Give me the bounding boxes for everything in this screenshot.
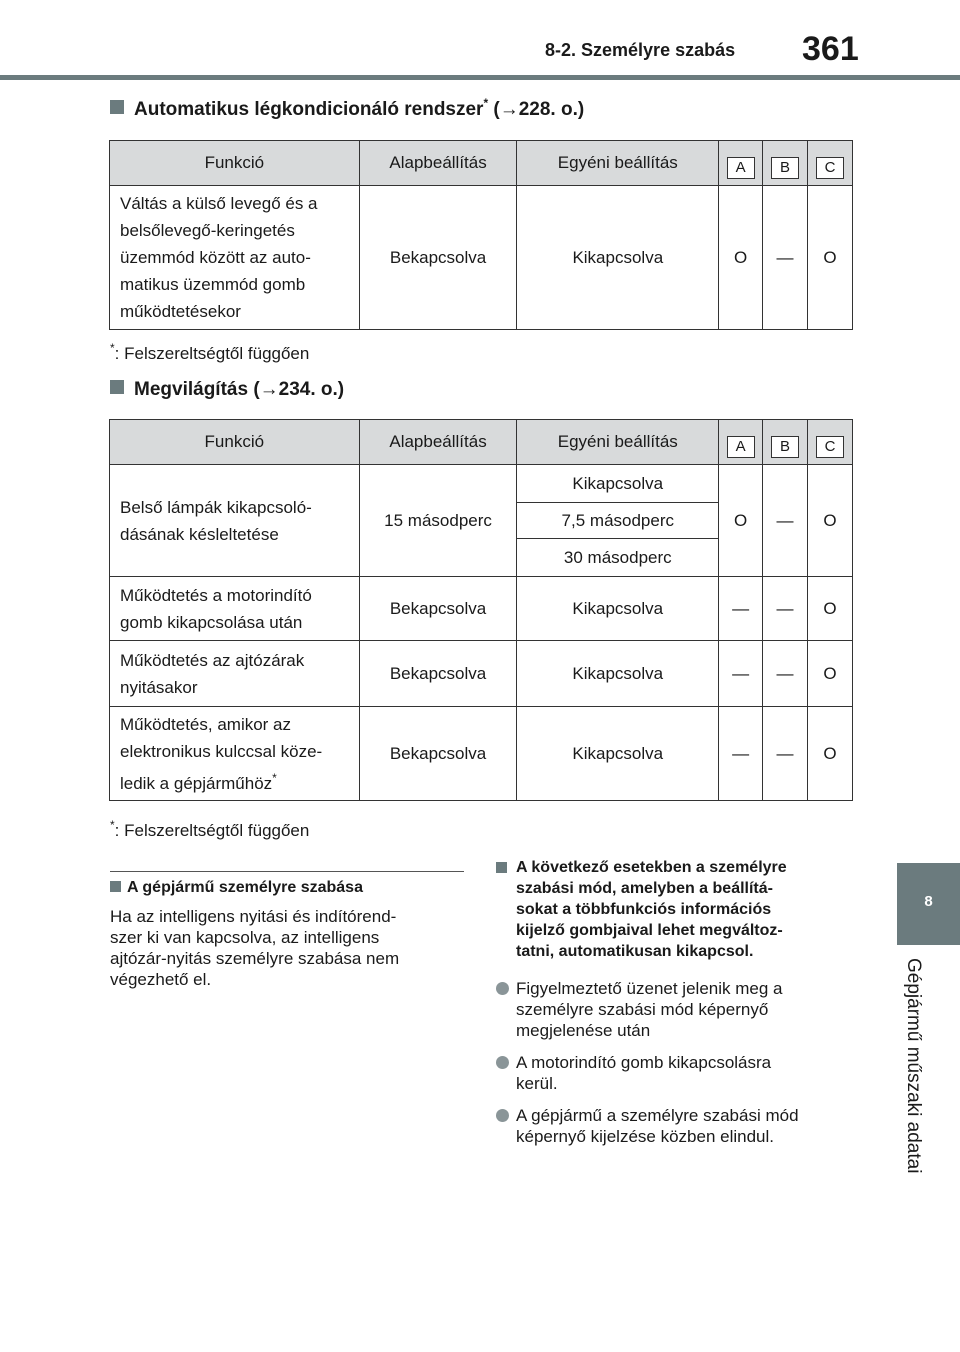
function-line: dásának késleltetése bbox=[120, 524, 279, 544]
table-row bbox=[110, 465, 853, 503]
default-cell: Bekapcsolva bbox=[359, 577, 517, 641]
function-line: üzemmód között az auto- bbox=[120, 248, 311, 267]
function-cell bbox=[110, 707, 360, 801]
chapter-label-text: Gépjármű műszaki adatai bbox=[903, 958, 924, 1174]
section1-heading bbox=[110, 96, 584, 121]
table-row bbox=[110, 186, 853, 330]
text-line: személyre szabási mód képernyő bbox=[516, 1000, 769, 1019]
a-cell: — bbox=[719, 577, 763, 641]
default-cell: Bekapcsolva bbox=[359, 707, 517, 801]
function-line bbox=[120, 765, 353, 797]
list-item-text bbox=[516, 1105, 856, 1147]
c-cell: O bbox=[808, 577, 853, 641]
custom-cell: Kikapcsolva bbox=[517, 707, 719, 801]
bullet-dot-icon bbox=[496, 982, 509, 995]
custom-option: 7,5 másodperc bbox=[517, 503, 719, 539]
col-c-box: C bbox=[816, 157, 844, 179]
footnote-star: * bbox=[110, 818, 115, 832]
custom-cell: Kikapcsolva bbox=[517, 577, 719, 641]
col-b bbox=[763, 420, 808, 465]
title-line: szabási mód, amelyben a beállítá- bbox=[516, 880, 773, 897]
custom-option: 30 másodperc bbox=[517, 539, 719, 577]
left-note-body bbox=[110, 906, 470, 990]
function-cell bbox=[110, 186, 360, 330]
custom-cell: Kikapcsolva bbox=[517, 186, 719, 330]
lighting-settings-table bbox=[109, 419, 853, 801]
function-line: belsőlevegő-keringetés bbox=[120, 221, 295, 240]
default-cell: Bekapcsolva bbox=[359, 186, 517, 330]
col-a bbox=[719, 141, 763, 186]
text-line: ajtózár-nyitás személyre szabása nem bbox=[110, 949, 400, 968]
c-cell: O bbox=[808, 641, 853, 707]
col-c bbox=[808, 141, 853, 186]
list-item-text bbox=[516, 1052, 856, 1094]
b-cell: — bbox=[763, 641, 808, 707]
table-header-row bbox=[110, 420, 853, 465]
col-c bbox=[808, 420, 853, 465]
square-bullet-icon bbox=[110, 100, 124, 114]
title-line: kijelző gombjaival lehet megváltoz- bbox=[516, 922, 783, 939]
text-line: végezhető el. bbox=[110, 970, 212, 989]
list-item-text bbox=[516, 978, 856, 1041]
custom-cell: Kikapcsolva bbox=[517, 641, 719, 707]
title-line: tatni, automatikusan kikapcsol. bbox=[516, 943, 754, 960]
default-cell: 15 másodperc bbox=[359, 465, 517, 577]
section1-heading-text: Automatikus légkondicionáló rendszer bbox=[134, 99, 484, 120]
b-cell: — bbox=[763, 707, 808, 801]
col-b-box: B bbox=[771, 157, 799, 179]
footnote-text: : Felszereltségtől függően bbox=[114, 821, 310, 840]
right-note-title bbox=[496, 857, 866, 962]
header-rule bbox=[0, 75, 960, 80]
footnote-star: * bbox=[110, 341, 115, 355]
function-line: működtetésekor bbox=[120, 302, 241, 321]
b-cell: — bbox=[763, 465, 808, 577]
function-line: Váltás a külső levegő és a bbox=[120, 194, 318, 213]
function-cell bbox=[110, 465, 360, 577]
footnote-2 bbox=[110, 818, 309, 841]
col-default: Alapbeállítás bbox=[359, 420, 517, 465]
col-a bbox=[719, 420, 763, 465]
col-b bbox=[763, 141, 808, 186]
col-a-box: A bbox=[727, 436, 755, 458]
footnote-text: : Felszereltségtől függően bbox=[114, 344, 310, 363]
c-cell: O bbox=[808, 465, 853, 577]
b-cell: — bbox=[763, 577, 808, 641]
col-custom: Egyéni beállítás bbox=[517, 141, 719, 186]
title-line: sokat a többfunkciós információs bbox=[516, 901, 772, 918]
custom-option: Kikapcsolva bbox=[517, 465, 719, 503]
section1-heading-star: * bbox=[483, 96, 489, 110]
function-line: elektronikus kulccsal köze- bbox=[120, 741, 323, 761]
a-cell: — bbox=[719, 707, 763, 801]
col-function: Funkció bbox=[110, 420, 360, 465]
function-line-text: ledik a gépjárműhöz bbox=[120, 773, 273, 793]
chapter-number: 8 bbox=[924, 893, 933, 910]
note-divider bbox=[110, 871, 464, 872]
function-line: Működtetés, amikor az bbox=[120, 714, 292, 734]
text-line: szer ki van kapcsolva, az intelligens bbox=[110, 928, 380, 947]
footnote-1 bbox=[110, 341, 309, 364]
left-note-title-text: A gépjármű személyre szabása bbox=[127, 879, 363, 896]
text-line: megjelenése után bbox=[516, 1021, 651, 1040]
function-line: nyitásakor bbox=[120, 677, 198, 697]
text-line: kerül. bbox=[516, 1074, 558, 1093]
table-row bbox=[110, 641, 853, 707]
a-cell: O bbox=[719, 186, 763, 330]
c-cell: O bbox=[808, 707, 853, 801]
function-star: * bbox=[272, 770, 277, 785]
function-line: gomb kikapcsolása után bbox=[120, 612, 303, 632]
text-line: A gépjármű a személyre szabási mód bbox=[516, 1106, 799, 1125]
bullet-dot-icon bbox=[496, 1109, 509, 1122]
list-item bbox=[496, 1105, 856, 1147]
left-note-title bbox=[110, 877, 363, 898]
function-line: matikus üzemmód gomb bbox=[120, 275, 306, 294]
c-cell: O bbox=[808, 186, 853, 330]
function-line: Belső lámpák kikapcsoló- bbox=[120, 497, 312, 517]
text-line: Figyelmeztető üzenet jelenik meg a bbox=[516, 979, 783, 998]
bullet-dot-icon bbox=[496, 1056, 509, 1069]
section1-heading-ref: (→228. o.) bbox=[488, 99, 585, 120]
a-cell: O bbox=[719, 465, 763, 577]
function-line: Működtetés a motorindító bbox=[120, 585, 312, 605]
section2-heading bbox=[110, 379, 344, 401]
page-number: 361 bbox=[802, 30, 859, 68]
function-cell bbox=[110, 641, 360, 707]
default-cell: Bekapcsolva bbox=[359, 641, 517, 707]
col-default: Alapbeállítás bbox=[359, 141, 517, 186]
table-header-row bbox=[110, 141, 853, 186]
col-function: Funkció bbox=[110, 141, 360, 186]
col-custom: Egyéni beállítás bbox=[517, 420, 719, 465]
text-line: Ha az intelligens nyitási és indítórend- bbox=[110, 907, 397, 926]
text-line: képernyő kijelzése közben elindul. bbox=[516, 1127, 774, 1146]
list-item bbox=[496, 978, 856, 1041]
list-item bbox=[496, 1052, 856, 1094]
col-b-box: B bbox=[771, 436, 799, 458]
section2-heading-text: Megvilágítás (→234. o.) bbox=[134, 379, 345, 400]
title-line: A következő esetekben a személyre bbox=[516, 859, 787, 876]
col-c-box: C bbox=[816, 436, 844, 458]
b-cell: — bbox=[763, 186, 808, 330]
square-bullet-icon bbox=[496, 862, 507, 873]
table-row bbox=[110, 707, 853, 801]
square-bullet-icon bbox=[110, 881, 121, 892]
text-line: A motorindító gomb kikapcsolásra bbox=[516, 1053, 772, 1072]
ac-settings-table bbox=[109, 140, 853, 330]
table-row bbox=[110, 577, 853, 641]
chapter-label bbox=[896, 958, 932, 1208]
function-cell bbox=[110, 577, 360, 641]
square-bullet-icon bbox=[110, 380, 124, 394]
a-cell: — bbox=[719, 641, 763, 707]
col-a-box: A bbox=[727, 157, 755, 179]
function-line: Működtetés az ajtózárak bbox=[120, 650, 305, 670]
section-title: 8-2. Személyre szabás bbox=[545, 40, 736, 60]
